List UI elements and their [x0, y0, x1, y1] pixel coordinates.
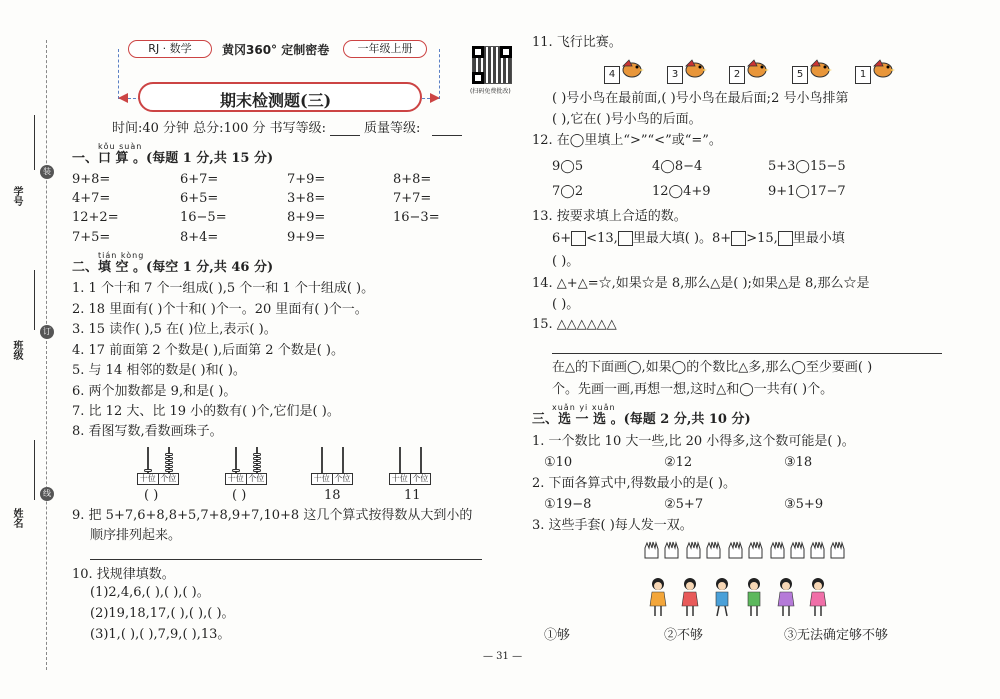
abacus-2-answer: ( ): [232, 488, 247, 503]
abacus-3-value: 18: [324, 488, 341, 503]
q13-part3: 里最大填( )。8+: [632, 231, 732, 246]
section2-title: 二、填 空 。(每空 1 分,共 46 分): [72, 260, 274, 275]
sidebar-rule: [46, 40, 47, 670]
s1-r1-c1: 6+5=: [180, 191, 219, 206]
q15-draw-line: [552, 353, 942, 354]
quality-grade-blank: [432, 135, 462, 136]
child-icon-2: [678, 576, 702, 618]
s1-r2-c2: 8+9=: [287, 210, 326, 225]
bird-flag-1: 1: [855, 66, 871, 84]
s2-q9-line1: 9. 把 5+7,6+8,8+5,7+8,9+7,10+8 这几个算式按得数从大到小的: [72, 508, 473, 523]
s1-r1-c3: 7+7=: [393, 191, 432, 206]
name-line: [34, 440, 35, 500]
q14-line1: 14. △+△=☆,如果☆是 8,那么△是( );如果△是 8,那么☆是: [532, 276, 870, 291]
section1-pinyin: kǒu suàn: [98, 142, 143, 151]
s2-q9-line2: 顺序排列起来。: [90, 528, 182, 543]
q12-r1-c0: 7◯2: [552, 184, 584, 199]
s3-q2: 2. 下面各算式中,得数最小的是( )。: [532, 476, 736, 491]
bird-flag-4: 4: [604, 66, 620, 84]
class-label: 班级: [11, 340, 22, 360]
s1-r0-c1: 6+7=: [180, 172, 219, 187]
s2-q5: 5. 与 14 相邻的数是( )和( )。: [72, 363, 246, 378]
q13-title: 13. 按要求填上合适的数。: [532, 209, 687, 224]
s3-q3-opt1[interactable]: ①够: [544, 628, 571, 643]
abacus-1-tens: 十位: [138, 474, 159, 484]
q12-r1-c2: 9+1◯17−7: [768, 184, 846, 199]
s1-r0-c2: 7+9=: [287, 172, 326, 187]
s1-r2-c1: 16−5=: [180, 210, 227, 225]
abacus-4: [389, 447, 431, 487]
student-no-label: 学号: [11, 186, 22, 206]
child-icon-5: [774, 576, 798, 618]
glove-icon-1: [642, 540, 662, 560]
title-arrow-left: [118, 93, 128, 103]
s1-r1-c2: 3+8=: [287, 191, 326, 206]
qr-corner-tl: [472, 46, 484, 58]
q13-part1: 6+: [552, 231, 572, 246]
bird-flag-3: 3: [667, 66, 683, 84]
qr-corner-bl: [472, 72, 484, 84]
glove-icon-4: [704, 540, 724, 560]
qr-corner-tr: [500, 46, 512, 58]
abacus-3-tens: 十位: [312, 474, 333, 484]
page-title: 期末检测题(三): [220, 91, 332, 110]
s3-q3-opt2[interactable]: ②不够: [664, 628, 704, 643]
s3-q1-opt2[interactable]: ②12: [664, 455, 693, 470]
s2-q3: 3. 15 读作( ),5 在( )位上,表示( )。: [72, 322, 277, 337]
sidebar-dot-ding: 订: [40, 325, 54, 339]
abacus-2-tens: 十位: [226, 474, 247, 484]
q13-box2[interactable]: [618, 231, 633, 246]
q14-line2: ( )。: [552, 297, 580, 312]
q12-r0-c0: 9◯5: [552, 159, 584, 174]
q11-line2: ( ),它在( )号小鸟的后面。: [552, 112, 702, 127]
s2-q10-2: (2)19,18,17,( ),( ),( )。: [90, 606, 235, 621]
s1-r2-c3: 16−3=: [393, 210, 440, 225]
s3-q2-opt2[interactable]: ②5+7: [664, 497, 704, 512]
bird-2-icon: [745, 58, 769, 80]
subject-badge: RJ · 数学: [128, 40, 212, 58]
s2-q1: 1. 1 个十和 7 个一组成( ),5 个一和 1 个十组成( )。: [72, 281, 375, 296]
q15-line1: 在△的下面画◯,如果◯的个数比△多,那么◯至少要画( ): [552, 360, 873, 375]
title-arrow-right: [430, 93, 440, 103]
abacus-3-ones: 个位: [334, 474, 351, 483]
s2-q10-3: (3)1,( ),( ),7,9,( ),13。: [90, 627, 231, 642]
q12-r0-c1: 4◯8−4: [652, 159, 703, 174]
glove-icon-7: [768, 540, 788, 560]
brand-text: 黄冈360° 定制密卷: [222, 43, 330, 57]
q13-part5: 里最小填: [792, 231, 845, 246]
q12-r1-c1: 12◯4+9: [652, 184, 711, 199]
s3-q3: 3. 这些手套( )每人发一双。: [532, 518, 693, 533]
s1-r3-c0: 7+5=: [72, 230, 111, 245]
s3-q1-opt3[interactable]: ③18: [784, 455, 813, 470]
s2-q6: 6. 两个加数都是 9,和是( )。: [72, 384, 237, 399]
glove-icon-8: [788, 540, 808, 560]
abacus-1-answer: ( ): [144, 488, 159, 503]
s2-q9-answer-line: [90, 559, 482, 560]
q13-box3[interactable]: [731, 231, 746, 246]
bird-5-icon: [808, 58, 832, 80]
abacus-1: [137, 447, 179, 487]
s2-q10-1: (1)2,4,6,( ),( ),( )。: [90, 585, 210, 600]
abacus-3: [311, 447, 353, 487]
q12-r0-c2: 5+3◯15−5: [768, 159, 846, 174]
q15-line2: 个。先画一画,再想一想,这时△和◯一共有( )个。: [552, 382, 834, 397]
q13-box4[interactable]: [778, 231, 793, 246]
q15-title: 15. △△△△△△: [532, 317, 617, 332]
page-number: — 31 —: [483, 651, 523, 662]
s2-q10: 10. 找规律填数。: [72, 567, 175, 582]
writing-grade-blank: [330, 135, 360, 136]
q11-title: 11. 飞行比赛。: [532, 35, 622, 50]
sidebar-dot-zhuang: 装: [40, 165, 54, 179]
s2-q2: 2. 18 里面有( )个十和( )个一。20 里面有( )个一。: [72, 302, 368, 317]
abacus-4-value: 11: [404, 488, 421, 503]
q13-line2: ( )。: [552, 254, 580, 269]
bird-3-icon: [683, 58, 707, 80]
child-icon-1: [646, 576, 670, 618]
section3-title: 三、选 一 选 。(每题 2 分,共 10 分): [532, 412, 751, 427]
q11-line1: ( )号小鸟在最前面,( )号小鸟在最后面;2 号小鸟排第: [552, 91, 849, 106]
bird-flag-2: 2: [729, 66, 745, 84]
q13-part4: >15,: [746, 231, 778, 246]
s1-r3-c1: 8+4=: [180, 230, 219, 245]
bird-1-icon: [871, 58, 895, 80]
section1-title: 一、口 算 。(每题 1 分,共 15 分): [72, 151, 274, 166]
name-label: 姓名: [11, 508, 22, 528]
s3-q1-opt1[interactable]: ①10: [544, 455, 573, 470]
student-no-line: [34, 115, 35, 170]
q13-box1[interactable]: [571, 231, 586, 246]
abacus-2: [225, 447, 267, 487]
s1-r0-c3: 8+8=: [393, 172, 432, 187]
s3-q2-opt3[interactable]: ③5+9: [784, 497, 824, 512]
q13-part2: <13,: [586, 231, 618, 246]
s3-q1: 1. 一个数比 10 大一些,比 20 小得多,这个数可能是( )。: [532, 434, 855, 449]
class-line: [34, 270, 35, 330]
child-icon-6: [806, 576, 830, 618]
grade-badge: 一年级上册: [343, 40, 427, 58]
s1-r1-c0: 4+7=: [72, 191, 111, 206]
section3-pinyin: xuǎn yi xuǎn: [552, 403, 616, 412]
bird-flag-5: 5: [792, 66, 808, 84]
bird-4-icon: [620, 58, 644, 80]
exam-info: 时间:40 分钟 总分:100 分 书写等级:: [112, 121, 327, 136]
q12-title: 12. 在◯里填上“>”“<”或“=”。: [532, 133, 722, 148]
quality-grade-label: 质量等级:: [364, 121, 421, 136]
glove-icon-10: [828, 540, 848, 560]
q13-line1: [552, 231, 845, 247]
abacus-4-tens: 十位: [390, 474, 411, 484]
s3-q2-opt1[interactable]: ①19−8: [544, 497, 592, 512]
child-icon-4: [742, 576, 766, 618]
s1-r3-c2: 9+9=: [287, 230, 326, 245]
s2-q8: 8. 看图写数,看数画珠子。: [72, 424, 223, 439]
glove-icon-9: [808, 540, 828, 560]
child-icon-3: [710, 576, 734, 618]
s1-r2-c0: 12+2=: [72, 210, 119, 225]
abacus-4-ones: 个位: [412, 474, 429, 483]
sidebar-dot-xian: 线: [40, 487, 54, 501]
s2-q4: 4. 17 前面第 2 个数是( ),后面第 2 个数是( )。: [72, 343, 344, 358]
section2-pinyin: tián kòng: [98, 251, 145, 260]
glove-icon-5: [726, 540, 746, 560]
qr-caption: (扫码免费批改): [470, 88, 511, 95]
s3-q3-opt3[interactable]: ③无法确定够不够: [784, 628, 889, 643]
s2-q7: 7. 比 12 大、比 19 小的数有( )个,它们是( )。: [72, 404, 340, 419]
glove-icon-3: [684, 540, 704, 560]
abacus-1-ones: 个位: [160, 474, 177, 483]
glove-icon-6: [746, 540, 766, 560]
s1-r0-c0: 9+8=: [72, 172, 111, 187]
glove-icon-2: [662, 540, 682, 560]
abacus-2-ones: 个位: [248, 474, 265, 483]
